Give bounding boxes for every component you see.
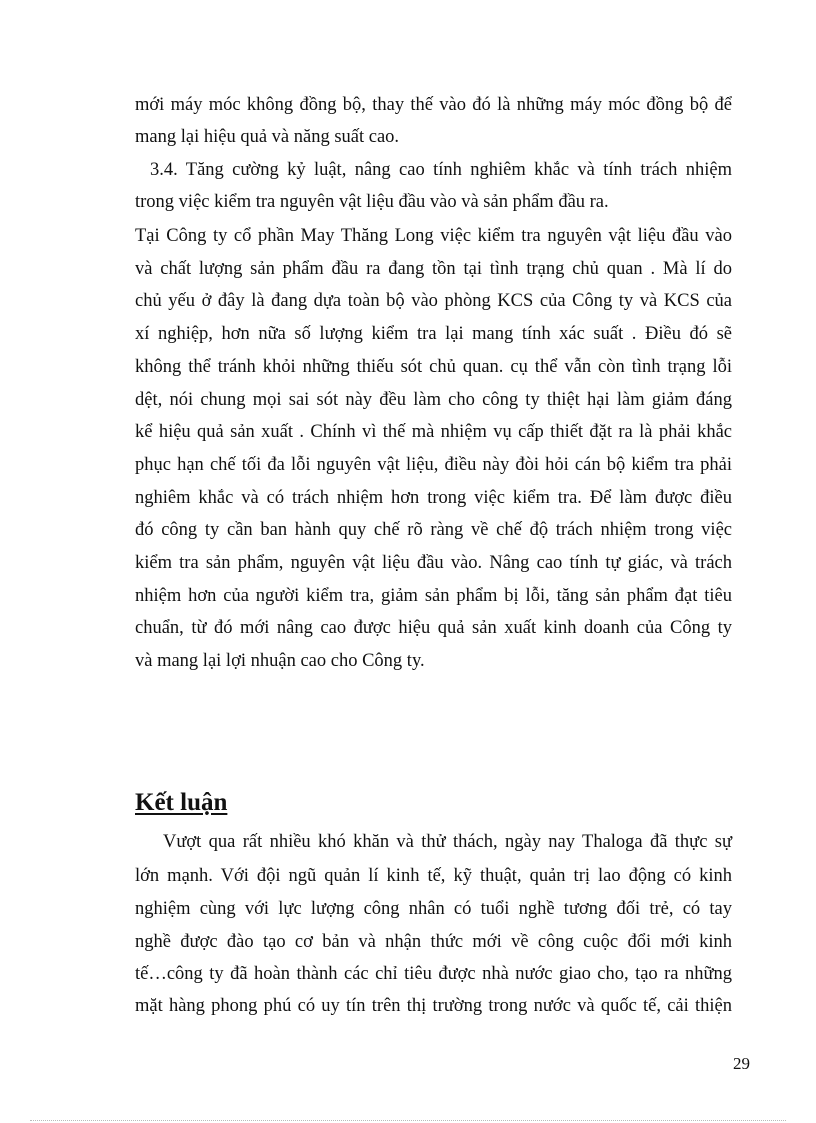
text-line: kể hiệu quả sản xuất . Chính vì thế mà nhiệm vụ cấp thiết đặt ra là phải khắc bbox=[135, 422, 732, 442]
section-heading-line: 3.4. Tăng cường kỷ luật, nâng cao tính nghiêm khắc và tính trách nhiệm bbox=[150, 160, 732, 180]
text-line: không thể tránh khỏi những thiếu sót chủ quan. cụ thể vẫn còn tình trạng lỗi bbox=[135, 357, 732, 377]
text-line: nhiệm hơn của người kiểm tra, giảm sản phẩm bị lỗi, tăng sản phẩm đạt tiêu bbox=[135, 586, 732, 606]
text-line: phục hạn chế tối đa lỗi nguyên vật liệu, điều này đòi hỏi cán bộ kiểm tra phải bbox=[135, 455, 732, 475]
text-line: chuẩn, từ đó mới nâng cao được hiệu quả sản xuất kinh doanh của Công ty bbox=[135, 618, 732, 638]
text-line: đó công ty cần ban hành quy chế rõ ràng về chế độ trách nhiệm trong việc bbox=[135, 520, 732, 540]
text-line: lớn mạnh. Với đội ngũ quản lí kinh tế, kỹ thuật, quản trị lao động có kinh bbox=[135, 866, 732, 886]
text-line: dệt, nói chung mọi sai sót này đều làm cho công ty thiệt hại làm giảm đáng bbox=[135, 390, 732, 410]
text-line: nghiêm khắc và có trách nhiệm hơn trong việc kiểm tra. Để làm được điều bbox=[135, 488, 732, 508]
text-line: và chất lượng sản phẩm đầu ra đang tồn tại tình trạng chủ quan . Mà lí do bbox=[135, 259, 732, 279]
text-line: mang lại hiệu quả và năng suất cao. bbox=[135, 127, 400, 147]
text-line: mới máy móc không đồng bộ, thay thế vào đó là những máy móc đồng bộ để bbox=[135, 95, 732, 115]
text-line: mặt hàng phong phú có uy tín trên thị trường trong nước và quốc tế, cải thiện bbox=[135, 996, 732, 1016]
text-line: kiểm tra sản phẩm, nguyên vật liệu đầu vào. Nâng cao tính tự giác, và trách bbox=[135, 553, 732, 573]
conclusion-heading: Kết luận bbox=[135, 789, 228, 816]
section-heading-line: trong việc kiểm tra nguyên vật liệu đầu vào và sản phẩm đầu ra. bbox=[135, 192, 609, 212]
text-line: chủ yếu ở đây là đang dựa toàn bộ vào phòng KCS của Công ty và KCS của bbox=[135, 291, 732, 311]
text-line: nghề được đào tạo cơ bản và nhận thức mới về công cuộc đổi mới kinh bbox=[135, 932, 732, 952]
page-number: 29 bbox=[733, 1054, 750, 1073]
text-line: và mang lại lợi nhuận cao cho Công ty. bbox=[135, 651, 425, 671]
text-line: nghiệm cùng với lực lượng công nhân có tuổi nghề tương đối trẻ, có tay bbox=[135, 899, 732, 919]
text-line: xí nghiệp, hơn nữa số lượng kiểm tra lại mang tính xác suất . Điều đó sẽ bbox=[135, 324, 732, 344]
footer-divider bbox=[30, 1120, 786, 1121]
text-line: Tại Công ty cổ phần May Thăng Long việc kiểm tra nguyên vật liệu đầu vào bbox=[135, 226, 732, 246]
text-line: tế…công ty đã hoàn thành các chỉ tiêu được nhà nước giao cho, tạo ra những bbox=[135, 964, 732, 984]
text-line: Vượt qua rất nhiều khó khăn và thử thách, ngày nay Thaloga đã thực sự bbox=[163, 832, 732, 852]
